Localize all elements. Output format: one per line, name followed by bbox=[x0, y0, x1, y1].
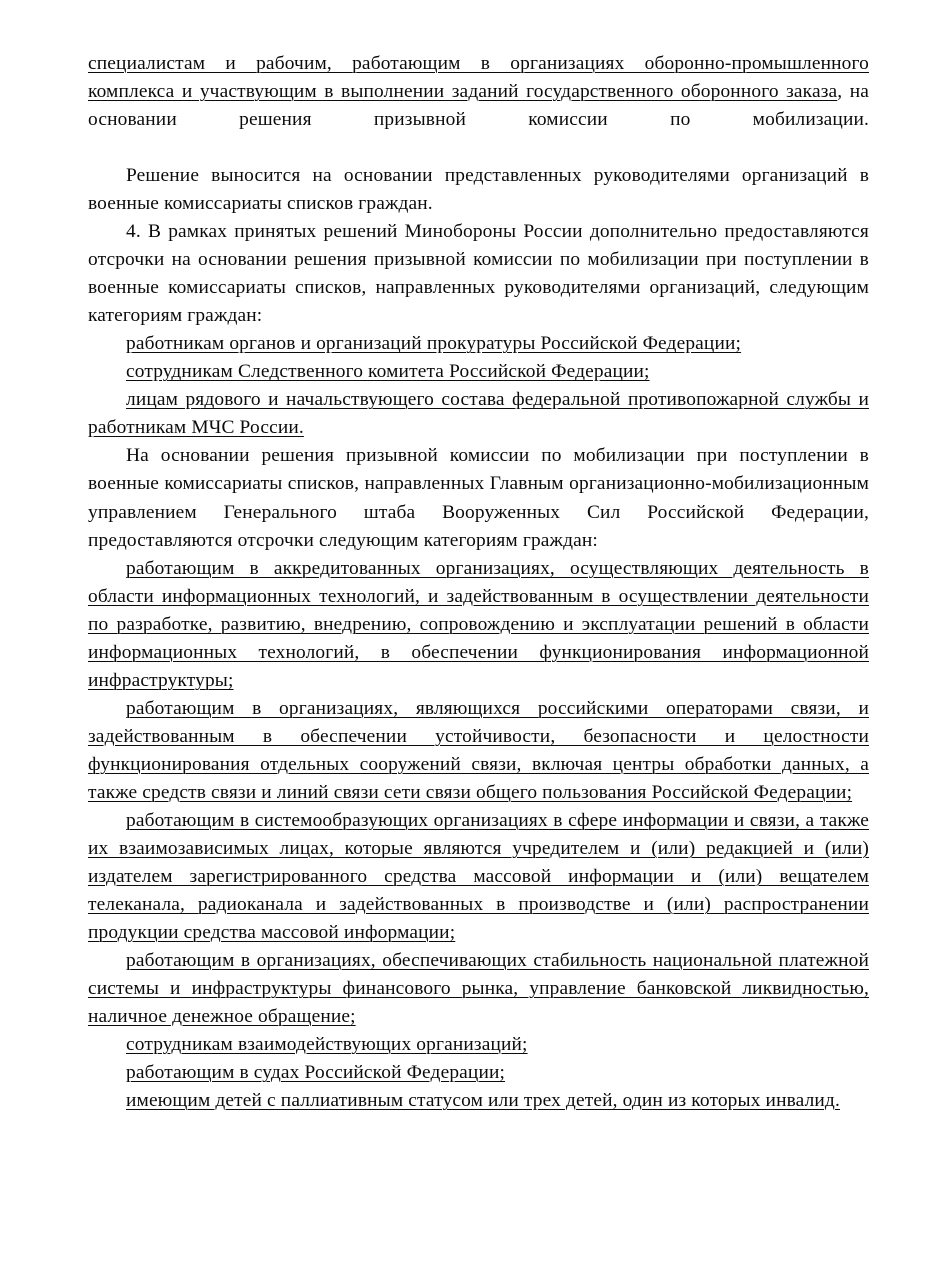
paragraph-item-4: 4. В рамках принятых решений Минобороны России дополнительно предоставляются отсрочки на основании решения призывной комиссии по мобилизации при поступлении в военные комиссариаты списков, направленных руководителями организаций, следующим категориям граждан: bbox=[88, 221, 869, 327]
paragraph-general-staff-lists: На основании решения призывной комиссии по мобилизации при поступлении в военные комиссариаты списков, направленных Главным организационно-мобилизационным управлением Генерального штаба Вооруженных Сил Российской Федерации, предоставляются отсрочки следующим категориям граждан: bbox=[88, 445, 869, 551]
underlined-text: имеющим детей с паллиативным статусом или трех детей, один из которых инвалид. bbox=[126, 1090, 840, 1112]
underlined-text: работающим в судах Российской Федерации; bbox=[126, 1062, 506, 1084]
underlined-text: работающим в организациях, обеспечивающих стабильность национальной платежной системы и инфраструктуры финансового рынка, управление банковской ликвидностью, наличное денежное обращение; bbox=[88, 950, 869, 1028]
document-text-body bbox=[88, 50, 869, 1115]
paragraph-payment-system bbox=[88, 947, 869, 1031]
paragraph-investigative-committee bbox=[88, 358, 869, 386]
paragraph-decision-basis: Решение выносится на основании представленных руководителями организаций в военные комиссариаты списков граждан. bbox=[88, 165, 869, 215]
paragraph-it-organizations bbox=[88, 555, 869, 695]
underlined-text: сотрудникам Следственного комитета Российской Федерации; bbox=[126, 361, 650, 383]
paragraph-prosecutors bbox=[88, 330, 869, 358]
paragraph-defense-industry bbox=[88, 50, 869, 162]
paragraph-children-palliative bbox=[88, 1087, 869, 1115]
underlined-text: сотрудникам взаимодействующих организаций; bbox=[126, 1034, 528, 1056]
underlined-text: работающим в аккредитованных организациях, осуществляющих деятельность в области информационных технологий, и задействованным в осуществлении деятельности по разработке, развитию, внедрению, сопровождению и эксплуатации решений в области информационных технологий, в обеспечении функционирования информационной инфраструктуры; bbox=[88, 557, 869, 691]
underlined-text: специалистам и рабочим, работающим в организациях оборонно-промышленного комплекса и участвующим в выполнении заданий государственного оборонного заказа bbox=[88, 53, 869, 103]
underlined-text: работающим в организациях, являющихся российскими операторами связи, и задействованным в обеспечении устойчивости, безопасности и целостности функционирования отдельных сооружений связи, включая центры обработки данных, а также средств связи и линий связи сети связи общего пользования Российской Федерации; bbox=[88, 697, 869, 803]
paragraph-courts bbox=[88, 1059, 869, 1087]
underlined-text: работникам органов и организаций прокуратуры Российской Федерации; bbox=[126, 333, 742, 355]
underlined-text: работающим в системообразующих организациях в сфере информации и связи, а также их взаимозависимых лицах, которые являются учредителем и (или) редакцией и (или) издателем зарегистрированного средства массовой информации и (или) вещателем телеканала, радиоканала и задействованных в производстве и (или) распространении продукции средства массовой информации; bbox=[88, 809, 869, 943]
paragraph-telecom-operators bbox=[88, 695, 869, 807]
paragraph-interacting-organizations bbox=[88, 1031, 869, 1059]
paragraph-tail: , на основании решения призывной комиссии по мобилизации. bbox=[88, 81, 869, 131]
underlined-text: лицам рядового и начальствующего состава федеральной противопожарной службы и работникам МЧС России. bbox=[88, 389, 869, 439]
paragraph-media-organizations bbox=[88, 807, 869, 947]
paragraph-firefighters-emercom bbox=[88, 386, 869, 442]
